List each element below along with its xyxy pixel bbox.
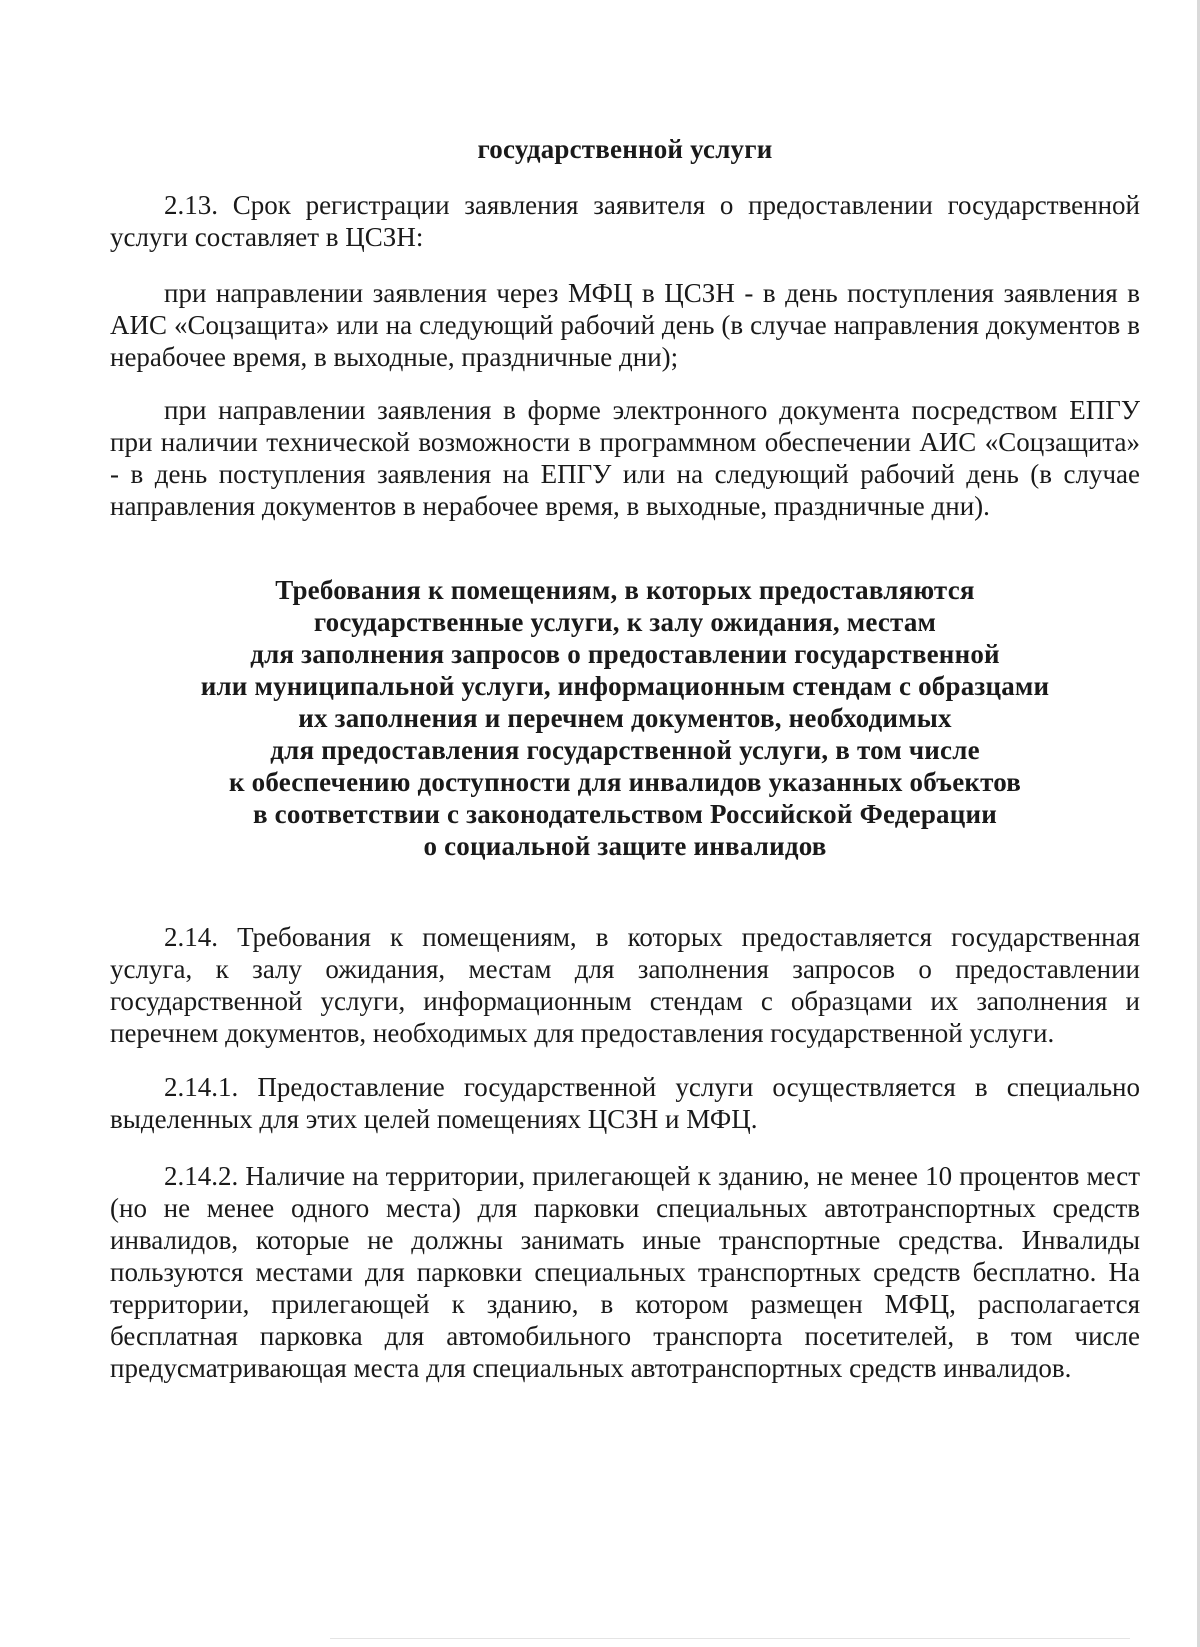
section-title-line: для заполнения запросов о предоставлении государственной (250, 639, 1000, 669)
paragraph-2-14: 2.14. Требования к помещениям, в которых предоставляется государственная услуга, к залу ожидания, местам для заполнения запросов о предоставлении государственной услуги, информационным стендам с образцами их заполнения и перечнем документов, необходимых для предоставления государственной услуги. (110, 922, 1140, 1048)
section-title-line: Требования к помещениям, в которых предоставляются (275, 575, 975, 605)
page-heading: государственной услуги (477, 134, 773, 164)
paragraph-2-13: 2.13. Срок регистрации заявления заявителя о предоставлении государственной услуги составляет в ЦСЗН: (110, 190, 1140, 252)
paragraph-mfc-registration: при направлении заявления через МФЦ в ЦСЗН - в день поступления заявления в АИС «Соцзащита» или на следующий рабочий день (в случае направления документов в нерабочее время, в выходные, праздничные дни); (110, 278, 1140, 372)
section-title-line: к обеспечению доступности для инвалидов указанных объектов (228, 767, 1022, 797)
section-title (110, 574, 1140, 862)
section-title-line: или муниципальной услуги, информационным стендам с образцами (200, 671, 1050, 701)
paragraph-2-14-1: 2.14.1. Предоставление государственной услуги осуществляется в специально выделенных для этих целей помещениях ЦСЗН и МФЦ. (110, 1072, 1140, 1134)
section-title-line: их заполнения и перечнем документов, необходимых (298, 703, 952, 733)
scan-bottom-line (330, 1638, 1130, 1639)
section-title-line: государственные услуги, к залу ожидания, местам (313, 607, 937, 637)
section-title-line: о социальной защите инвалидов (423, 831, 827, 861)
paragraph-epgu-registration: при направлении заявления в форме электронного документа посредством ЕПГУ при наличии технической возможности в программном обеспечении АИС «Соцзащита» - в день поступления заявления на ЕПГУ или на следующий рабочий день (в случае направления документов в нерабочее время, в выходные, праздничные дни). (110, 395, 1140, 521)
section-title-line: в соответствии с законодательством Российской Федерации (252, 799, 998, 829)
section-title-line: для предоставления государственной услуги, в том числе (270, 735, 980, 765)
paragraph-2-14-2: 2.14.2. Наличие на территории, прилегающей к зданию, не менее 10 процентов мест (но не менее одного места) для парковки специальных автотранспортных средств инвалидов, которые не должны занимать иные транспортные средства. Инвалиды пользуются местами для парковки специальных транспортных средств бесплатно. На территории, прилегающей к зданию, в котором размещен МФЦ, располагается бесплатная парковка для автомобильного транспорта посетителей, в том числе предусматривающая места для специальных автотранспортных средств инвалидов. (110, 1161, 1140, 1383)
